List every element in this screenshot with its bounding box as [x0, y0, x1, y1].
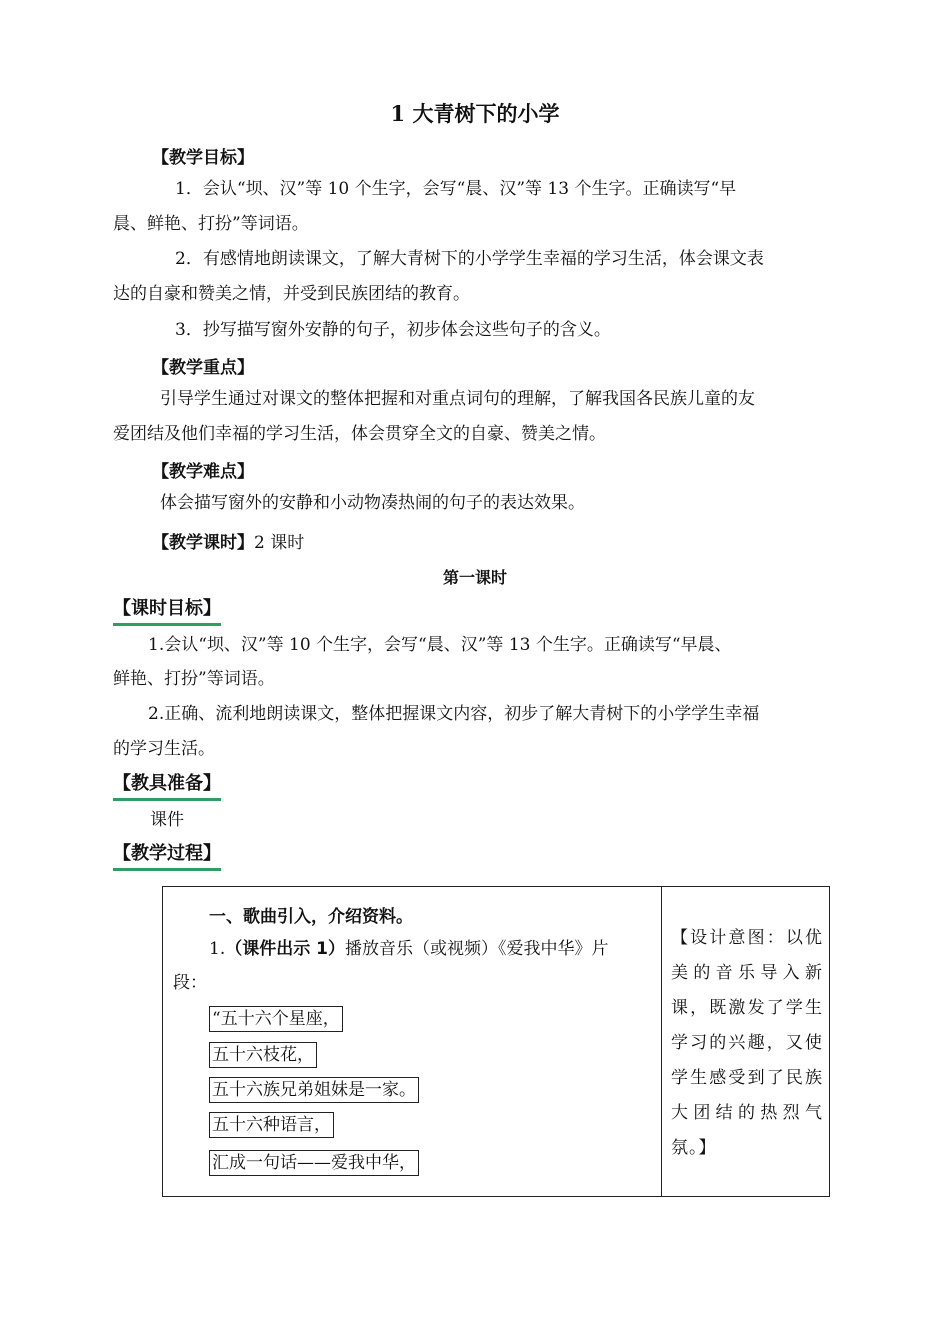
goal2-line2: 达的自豪和赞美之情，并受到民族团结的教育。: [113, 284, 470, 304]
lesson-goal-heading: 【课时目标】: [113, 594, 221, 626]
step1-number: 1.: [209, 939, 226, 959]
lyric-line: 汇成一句话——爱我中华，: [209, 1150, 419, 1176]
difficulty-heading: 【教学难点】: [152, 462, 254, 482]
goal1-line1: 1．会认“坝、汉”等 10 个生字，会写“晨、汉”等 13 个生字。正确读写“早: [175, 179, 737, 199]
lesson-goal2-line1: 2.正确、流利地朗读课文，整体把握课文内容，初步了解大青树下的小学学生幸福: [148, 704, 760, 724]
goal1-line2: 晨、鲜艳、打扮”等词语。: [113, 214, 309, 234]
lesson-goal1-line2: 鲜艳、打扮”等词语。: [113, 669, 275, 689]
key-point-heading: 【教学重点】: [152, 358, 254, 378]
lyric-line: 五十六种语言，: [209, 1112, 334, 1138]
teaching-goal-heading: 【教学目标】: [152, 148, 254, 168]
step1-line: [209, 937, 608, 961]
difficulty-line: 体会描写窗外的安静和小动物凑热闹的句子的表达效果。: [160, 493, 585, 513]
key-point-line1: 引导学生通过对课文的整体把握和对重点词句的理解，了解我国各民族儿童的友: [160, 389, 755, 409]
design-intent-note: 【设计意图：以优美的音乐导入新课，既激发了学生学习的兴趣，又使学生感受到了民族大团结的热烈气氛。】: [671, 928, 823, 1158]
teaching-aids-heading: 【教具准备】: [113, 769, 221, 801]
lyric-line: 五十六族兄弟姐妹是一家。: [209, 1077, 419, 1103]
lesson-goal1-line1: 1.会认“坝、汉”等 10 个生字，会写“晨、汉”等 13 个生字。正确读写“早晨、: [148, 635, 732, 655]
class-hours-row: [152, 528, 304, 553]
step1-text: 播放音乐（或视频）《爱我中华》片: [344, 939, 609, 959]
table-column-divider: [661, 887, 662, 1196]
process-table: [162, 886, 830, 1197]
teaching-aids-value: 课件: [150, 810, 184, 830]
lesson-title: 1 大青树下的小学: [390, 101, 560, 126]
lyric-line: 五十六枝花，: [209, 1042, 317, 1068]
lesson1-subtitle: 第一课时: [442, 568, 507, 587]
class-hours-value: 2 课时: [254, 533, 305, 553]
courseware-label: （课件出示 1）: [225, 939, 345, 959]
goal3-line: 3．抄写描写窗外安静的句子，初步体会这些句子的含义。: [175, 320, 611, 340]
step1-continuation: 段：: [173, 973, 207, 993]
goal2-line1: 2．有感情地朗读课文，了解大青树下的小学学生幸福的学习生活，体会课文表: [175, 249, 764, 269]
key-point-line2: 爱团结及他们幸福的学习生活，体会贯穿全文的自豪、赞美之情。: [113, 424, 606, 444]
teaching-process-heading: 【教学过程】: [113, 839, 221, 871]
class-hours-heading: 【教学课时】: [152, 533, 254, 553]
lyric-line: “五十六个星座，: [209, 1006, 343, 1032]
step-heading: 一、歌曲引入，介绍资料。: [209, 907, 413, 927]
lesson-goal2-line2: 的学习生活。: [113, 739, 215, 759]
